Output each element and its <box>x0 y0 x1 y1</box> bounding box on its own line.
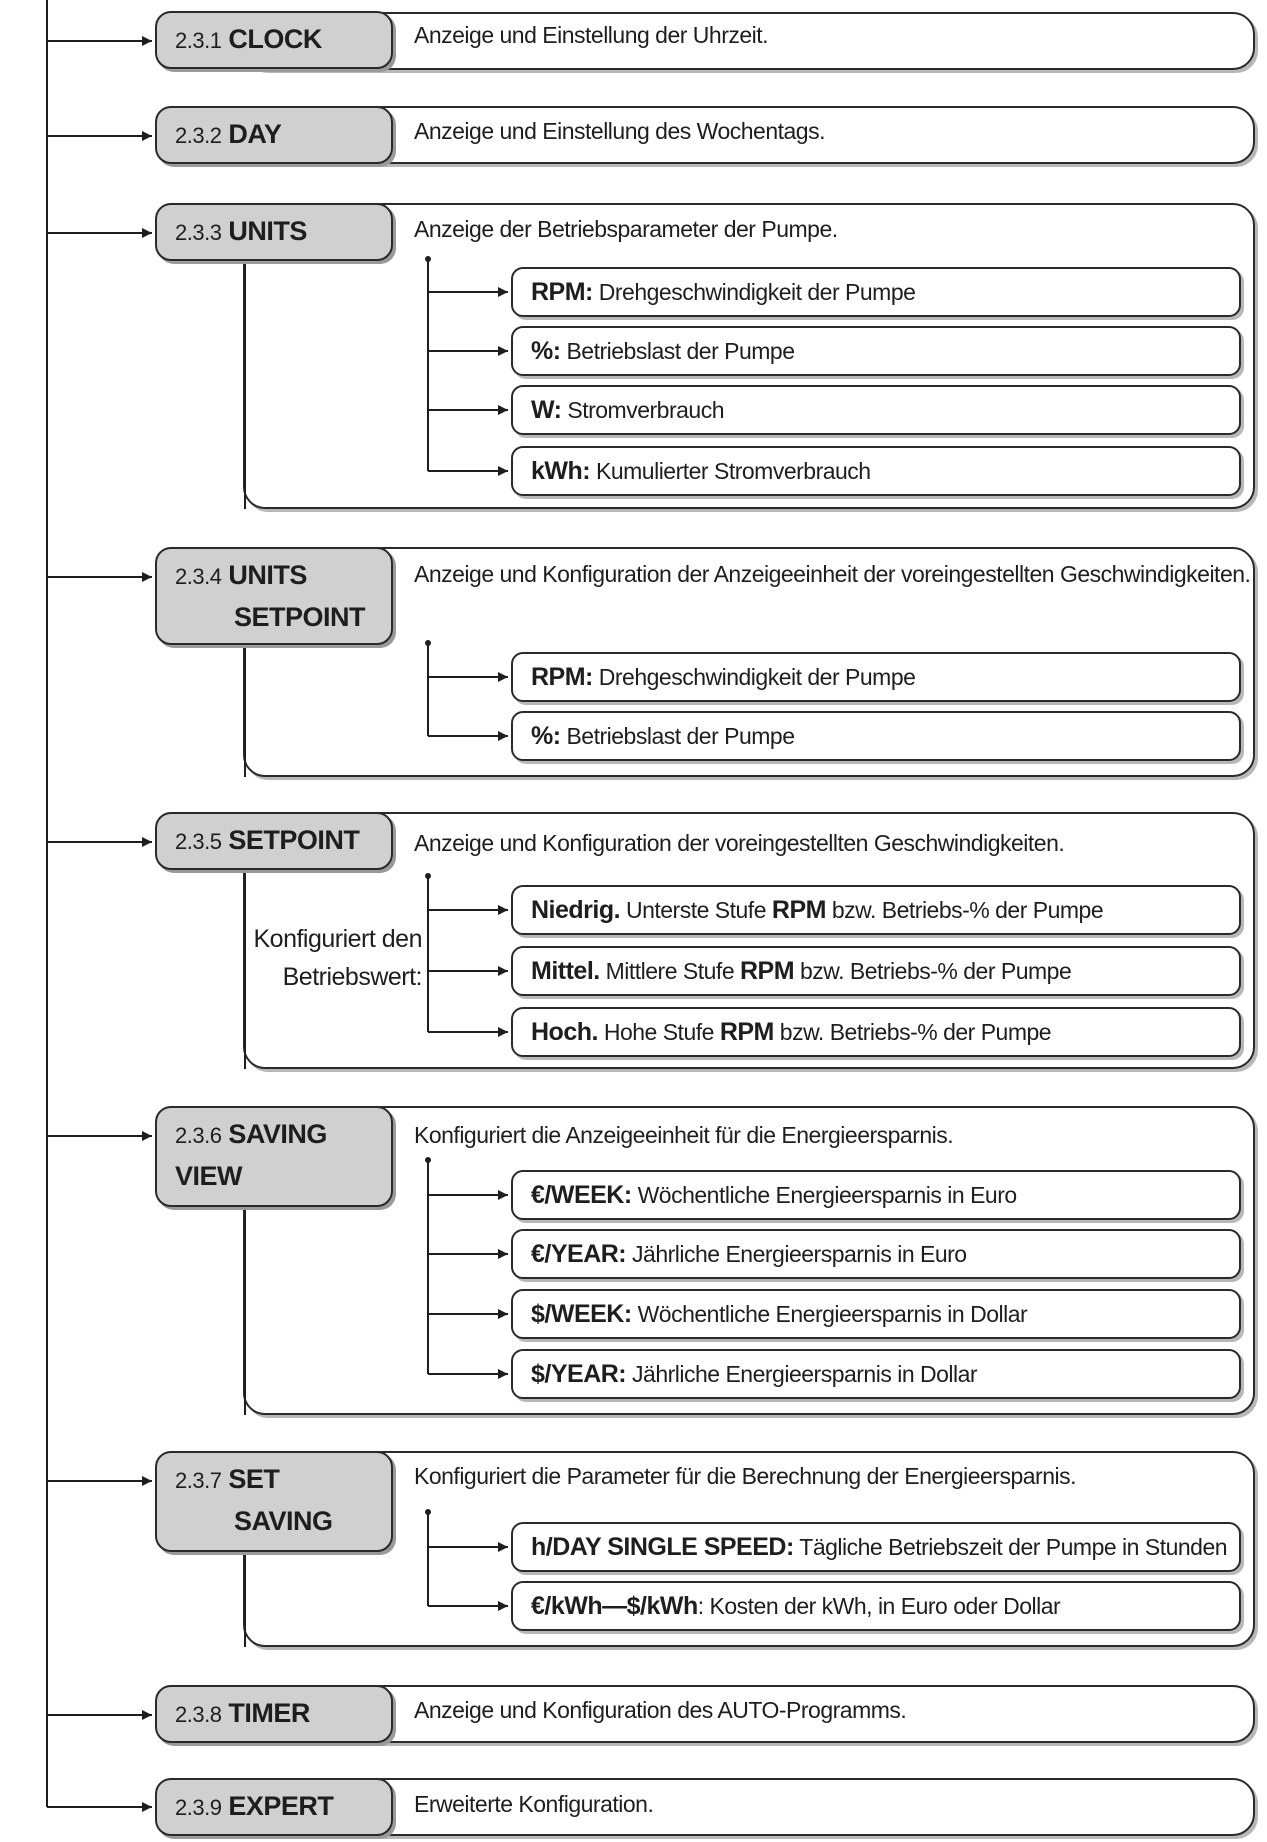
section-name: SET <box>228 1464 280 1494</box>
description-2-3-5: Anzeige und Konfiguration der voreingestellten Geschwindigkeiten. <box>414 830 1065 856</box>
description-2-3-3: Anzeige der Betriebsparameter der Pumpe. <box>414 216 838 242</box>
option-kwh[interactable] <box>511 446 1241 496</box>
node-2-3-9[interactable] <box>155 1778 393 1836</box>
section-name-line2: VIEW <box>175 1161 243 1191</box>
option-term: Niedrig. <box>531 896 621 924</box>
option-text: Stromverbrauch <box>567 397 724 423</box>
description-2-3-4: Anzeige und Konfiguration der Anzeigeeinheit der voreingestellten Geschwindigkeiten. <box>414 561 1251 587</box>
option-term: W: <box>531 396 562 424</box>
option-text: Jährliche Energieersparnis in Euro <box>632 1241 967 1267</box>
section-name: UNITS <box>228 560 307 590</box>
section-number: 2.3.1 <box>175 28 222 53</box>
option-text: Unterste Stufe <box>625 897 766 923</box>
option-term: Hoch. <box>531 1018 598 1046</box>
option-text: Drehgeschwindigkeit der Pumpe <box>598 279 916 305</box>
option-term: %: <box>531 337 561 365</box>
option-text2: bzw. Betriebs-% der Pumpe <box>799 958 1072 984</box>
section-name: TIMER <box>228 1698 310 1728</box>
option-text: : Kosten der kWh, in Euro oder Dollar <box>697 1593 1061 1619</box>
section-name: CLOCK <box>228 24 322 54</box>
option-hoch[interactable] <box>511 1007 1241 1057</box>
node-2-3-7[interactable] <box>155 1451 393 1552</box>
option-term: kWh: <box>531 457 591 485</box>
option-term: $/WEEK: <box>531 1300 632 1328</box>
option-text: Wöchentliche Energieersparnis in Euro <box>637 1182 1017 1208</box>
option-term: €/WEEK: <box>531 1181 632 1209</box>
section-name: SAVING <box>228 1119 327 1149</box>
section-name-line2: SAVING <box>234 1506 333 1536</box>
option-hours-per-day[interactable] <box>511 1522 1241 1572</box>
option-text: Tägliche Betriebszeit der Pumpe in Stunden <box>799 1534 1228 1560</box>
option-term: h/DAY SINGLE SPEED: <box>531 1533 794 1561</box>
section-number: 2.3.3 <box>175 220 222 245</box>
node-2-3-1[interactable] <box>155 11 393 69</box>
option-mittel[interactable] <box>511 946 1241 996</box>
option-text: Jährliche Energieersparnis in Dollar <box>632 1361 978 1387</box>
option-euro-year[interactable] <box>511 1229 1241 1279</box>
option-text: Hohe Stufe <box>603 1019 714 1045</box>
option-term: %: <box>531 722 561 750</box>
section-name-line2: SETPOINT <box>234 602 366 632</box>
option-text: Betriebslast der Pumpe <box>566 723 795 749</box>
section-name: SETPOINT <box>228 825 360 855</box>
option-text2: bzw. Betriebs-% der Pumpe <box>831 897 1104 923</box>
section-number: 2.3.4 <box>175 564 222 589</box>
section-number: 2.3.7 <box>175 1468 222 1493</box>
option-percent[interactable] <box>511 326 1241 376</box>
option-term2: RPM <box>771 896 826 924</box>
option-text: Betriebslast der Pumpe <box>566 338 795 364</box>
option-rpm[interactable] <box>511 267 1241 317</box>
description-2-3-2: Anzeige und Einstellung des Wochentags. <box>414 118 825 144</box>
section-number: 2.3.5 <box>175 829 222 854</box>
option-dollar-year[interactable] <box>511 1349 1241 1399</box>
section-number: 2.3.2 <box>175 123 222 148</box>
option-text: Wöchentliche Energieersparnis in Dollar <box>637 1301 1028 1327</box>
section-number: 2.3.9 <box>175 1795 222 1820</box>
option-term2: RPM <box>740 957 795 985</box>
section-name: DAY <box>228 119 282 149</box>
option-dollar-week[interactable] <box>511 1289 1241 1339</box>
node-2-3-3[interactable] <box>155 203 393 261</box>
description-2-3-8: Anzeige und Konfiguration des AUTO-Programms. <box>414 1697 907 1723</box>
option-text: Mittlere Stufe <box>605 958 735 984</box>
option-cost-per-kwh[interactable] <box>511 1581 1241 1631</box>
setpoint-note: Konfiguriert den Betriebswert: <box>253 925 422 991</box>
option-watt[interactable] <box>511 385 1241 435</box>
option-text: Drehgeschwindigkeit der Pumpe <box>598 664 916 690</box>
option-term: Mittel. <box>531 957 600 985</box>
option-term: €/YEAR: <box>531 1240 627 1268</box>
option-term: €/kWh—$/kWh <box>531 1592 698 1620</box>
section-number: 2.3.8 <box>175 1702 222 1727</box>
option-term: RPM: <box>531 278 593 306</box>
description-2-3-1: Anzeige und Einstellung der Uhrzeit. <box>414 22 769 48</box>
option-rpm[interactable] <box>511 652 1241 702</box>
node-2-3-4[interactable] <box>155 547 393 645</box>
node-2-3-6[interactable] <box>155 1106 393 1207</box>
option-term: $/YEAR: <box>531 1360 627 1388</box>
node-2-3-5[interactable] <box>155 812 393 870</box>
section-name: UNITS <box>228 216 307 246</box>
description-2-3-9: Erweiterte Konfiguration. <box>414 1791 654 1817</box>
option-text: Kumulierter Stromverbrauch <box>596 458 871 484</box>
section-number: 2.3.6 <box>175 1123 222 1148</box>
description-2-3-7: Konfiguriert die Parameter für die Berechnung der Energieersparnis. <box>414 1463 1076 1489</box>
option-term2: RPM <box>719 1018 774 1046</box>
node-2-3-2[interactable] <box>155 106 393 164</box>
option-niedrig[interactable] <box>511 885 1241 935</box>
option-text2: bzw. Betriebs-% der Pumpe <box>779 1019 1052 1045</box>
option-term: RPM: <box>531 663 593 691</box>
node-2-3-8[interactable] <box>155 1685 393 1743</box>
option-percent[interactable] <box>511 711 1241 761</box>
section-name: EXPERT <box>228 1791 334 1821</box>
description-2-3-6: Konfiguriert die Anzeigeeinheit für die Energieersparnis. <box>414 1122 954 1148</box>
option-euro-week[interactable] <box>511 1170 1241 1220</box>
